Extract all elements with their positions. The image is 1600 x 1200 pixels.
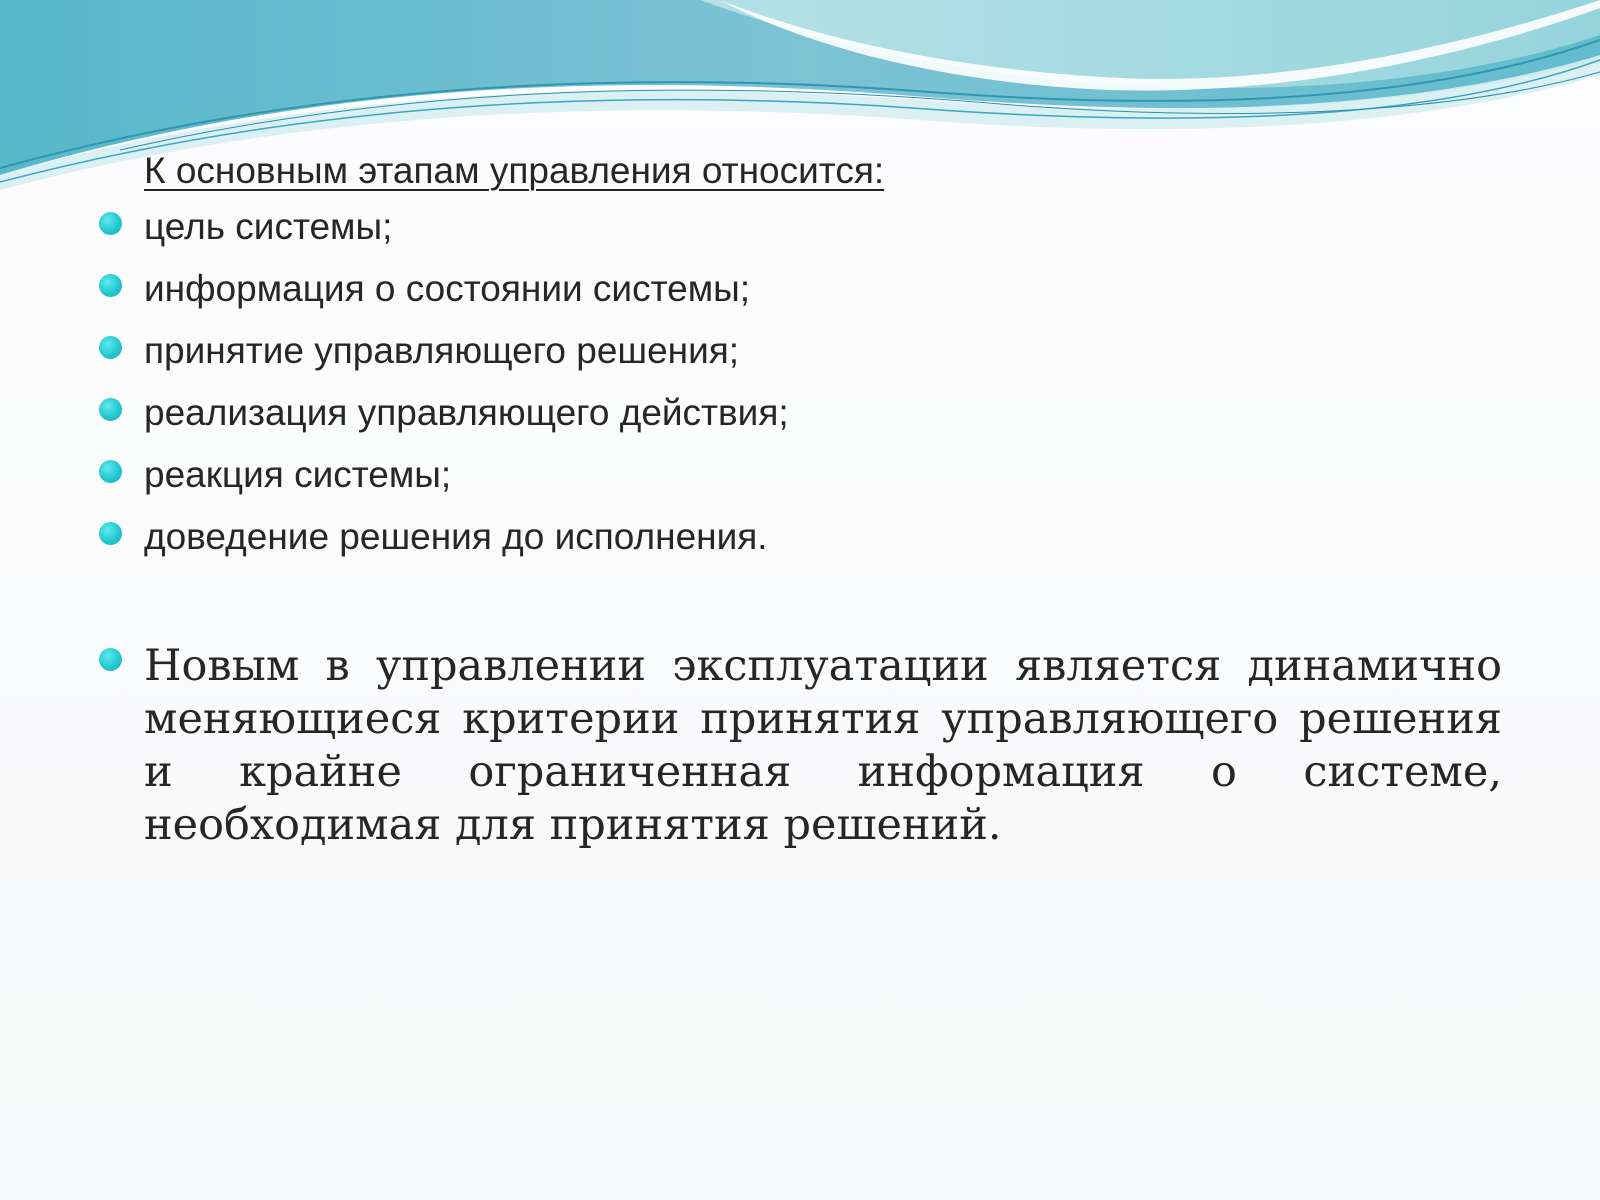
stages-heading: К основным этапам управления относится:	[144, 150, 885, 191]
stage-text: цель системы;	[144, 206, 393, 247]
stage-text: информация о состоянии системы;	[144, 268, 751, 309]
note-paragraph: Новым в управлении эксплуатации является динамично меняющиеся критерии принятия управляющего решения и крайне ограниченная информация о системе, необходимая для принятия решений.	[144, 641, 1502, 850]
stage-text: реализация управляющего действия;	[144, 392, 789, 433]
teal-dot-bullet-icon	[99, 522, 122, 545]
stage-text: принятие управляющего решения;	[144, 330, 740, 371]
stage-text: реакция системы;	[144, 454, 452, 495]
teal-dot-bullet-icon	[99, 336, 122, 359]
teal-dot-bullet-icon	[99, 212, 122, 235]
teal-dot-bullet-icon	[99, 274, 122, 297]
stage-text: доведение решения до исполнения.	[144, 516, 768, 557]
teal-dot-bullet-icon	[99, 648, 122, 671]
teal-dot-bullet-icon	[99, 398, 122, 421]
teal-dot-bullet-icon	[99, 460, 122, 483]
